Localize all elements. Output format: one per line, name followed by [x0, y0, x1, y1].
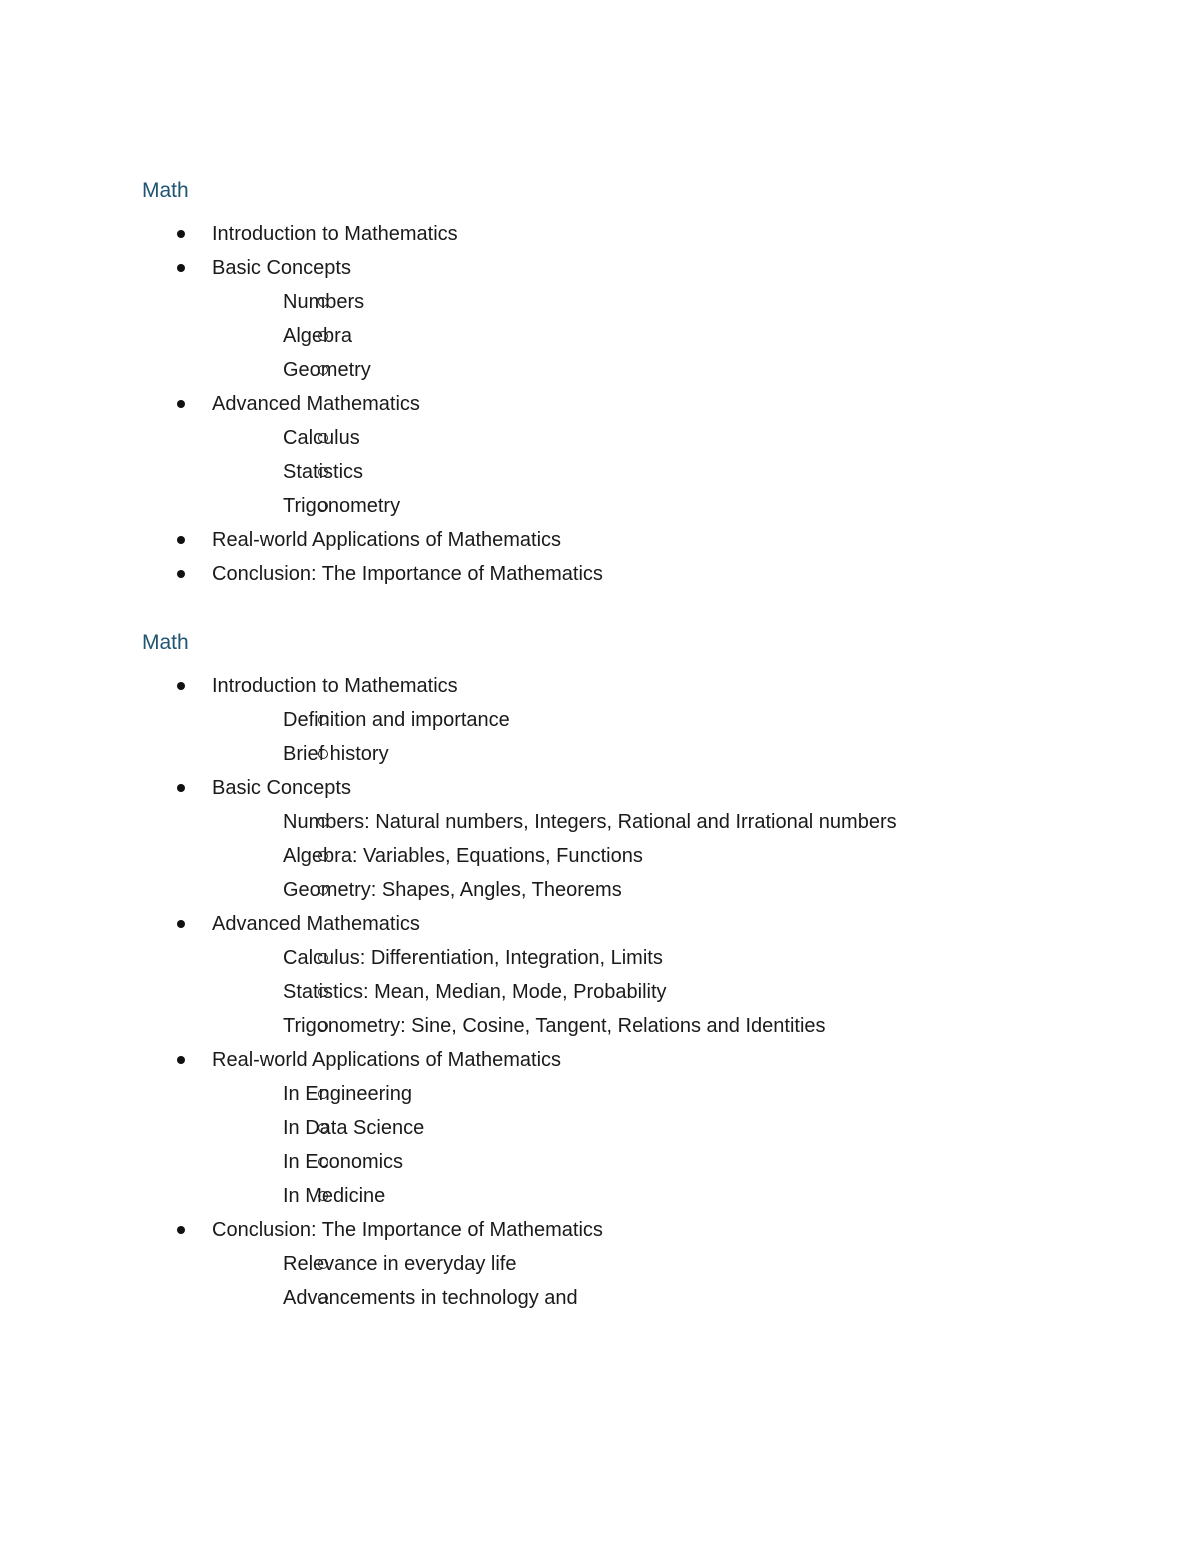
sub-list-item-text: In Data Science [283, 1117, 425, 1139]
bullet-icon [177, 1056, 185, 1064]
circle-bullet-icon [318, 297, 328, 307]
bullet-icon [177, 400, 185, 408]
list-item [142, 387, 1102, 523]
sub-list-item-text: Brief history [283, 743, 389, 765]
sub-list-item [212, 455, 1102, 489]
circle-bullet-icon [318, 851, 328, 861]
circle-bullet-icon [318, 433, 328, 443]
circle-bullet-icon [318, 953, 328, 963]
circle-bullet-icon [318, 1259, 328, 1269]
list-item [142, 557, 1102, 591]
sub-list-item [212, 873, 1102, 907]
section-heading: Math [142, 179, 189, 202]
circle-bullet-icon [318, 817, 328, 827]
sub-list-item-text: In Economics [283, 1151, 404, 1173]
sub-list-item [212, 1281, 1102, 1315]
list-item-text: Conclusion: The Importance of Mathematics [212, 563, 603, 585]
sub-list-item-text: Definition and importance [283, 709, 510, 731]
bullet-icon [177, 570, 185, 578]
list-item [142, 1213, 1102, 1315]
circle-bullet-icon [318, 331, 328, 341]
circle-bullet-icon [318, 467, 328, 477]
circle-bullet-icon [318, 987, 328, 997]
sub-list-item [212, 421, 1102, 455]
sub-list-item [212, 1009, 1102, 1043]
bullet-icon [177, 230, 185, 238]
sub-list-item-text: In Engineering [283, 1083, 412, 1105]
sub-list-item [212, 703, 1102, 737]
sub-list-item [212, 285, 1102, 319]
circle-bullet-icon [318, 885, 328, 895]
list-item-text: Conclusion: The Importance of Mathematics [212, 1219, 603, 1241]
list-item-text: Advanced Mathematics [212, 913, 420, 935]
sub-list [212, 805, 1102, 907]
sub-list-item [212, 805, 1102, 839]
circle-bullet-icon [318, 715, 328, 725]
list-item-text: Introduction to Mathematics [212, 675, 458, 697]
sub-list [212, 941, 1102, 1043]
sub-list-item-text: Trigonometry [283, 495, 401, 517]
circle-bullet-icon [318, 1123, 328, 1133]
sub-list-item-text: In Medicine [283, 1185, 386, 1207]
outline-list [142, 217, 1102, 591]
sub-list-item [212, 1145, 1102, 1179]
list-item [142, 771, 1102, 907]
sub-list-item [212, 353, 1102, 387]
bullet-icon [177, 536, 185, 544]
list-item [142, 217, 1102, 251]
sub-list-item [212, 1247, 1102, 1281]
sub-list [212, 421, 1102, 523]
sub-list-item-text: Geometry: Shapes, Angles, Theorems [283, 879, 622, 901]
sub-list-item-text: Statistics [283, 461, 364, 483]
sub-list-item-text: Statistics: Mean, Median, Mode, Probability [283, 981, 667, 1003]
list-item-text: Advanced Mathematics [212, 393, 420, 415]
list-item [142, 907, 1102, 1043]
sub-list-item-text: Numbers [283, 291, 365, 313]
list-item [142, 669, 1102, 771]
sub-list-item [212, 1179, 1102, 1213]
list-item [142, 1043, 1102, 1213]
sub-list [212, 703, 1102, 771]
sub-list-item-text: Calculus: Differentiation, Integration, Limits [283, 947, 663, 969]
sub-list [212, 1077, 1102, 1213]
outline-section-2 [142, 627, 1102, 1315]
list-item-text: Real-world Applications of Mathematics [212, 529, 562, 551]
sub-list-item [212, 489, 1102, 523]
sub-list-item [212, 839, 1102, 873]
bullet-icon [177, 682, 185, 690]
bullet-icon [177, 920, 185, 928]
sub-list-item-text: Numbers: Natural numbers, Integers, Rational and Irrational numbers [283, 811, 897, 833]
circle-bullet-icon [318, 1191, 328, 1201]
sub-list [212, 285, 1102, 387]
sub-list-item-text: Calculus [283, 427, 360, 449]
outline-section-1 [142, 175, 1102, 591]
list-item-text: Basic Concepts [212, 257, 351, 279]
sub-list-item [212, 1077, 1102, 1111]
section-heading: Math [142, 631, 189, 654]
list-item-text: Introduction to Mathematics [212, 223, 458, 245]
circle-bullet-icon [318, 1089, 328, 1099]
circle-bullet-icon [318, 1021, 328, 1031]
circle-bullet-icon [318, 1293, 328, 1303]
list-item [142, 523, 1102, 557]
sub-list [212, 1247, 1102, 1315]
list-item-text: Basic Concepts [212, 777, 351, 799]
sub-list-item [212, 319, 1102, 353]
bullet-icon [177, 784, 185, 792]
list-item [142, 251, 1102, 387]
circle-bullet-icon [318, 501, 328, 511]
bullet-icon [177, 1226, 185, 1234]
sub-list-item-text: Trigonometry: Sine, Cosine, Tangent, Relations and Identities [283, 1015, 826, 1037]
sub-list-item-text: Relevance in everyday life [283, 1253, 517, 1275]
list-item-text: Real-world Applications of Mathematics [212, 1049, 562, 1071]
sub-list-item [212, 941, 1102, 975]
sub-list-item-text: Advancements in technology and [283, 1287, 578, 1309]
circle-bullet-icon [318, 749, 328, 759]
sub-list-item [212, 975, 1102, 1009]
outline-list [142, 669, 1102, 1315]
bullet-icon [177, 264, 185, 272]
sub-list-item-text: Algebra [283, 325, 352, 347]
sub-list-item [212, 737, 1102, 771]
circle-bullet-icon [318, 1157, 328, 1167]
sub-list-item-text: Geometry [283, 359, 371, 381]
sub-list-item-text: Algebra: Variables, Equations, Functions [283, 845, 643, 867]
circle-bullet-icon [318, 365, 328, 375]
sub-list-item [212, 1111, 1102, 1145]
